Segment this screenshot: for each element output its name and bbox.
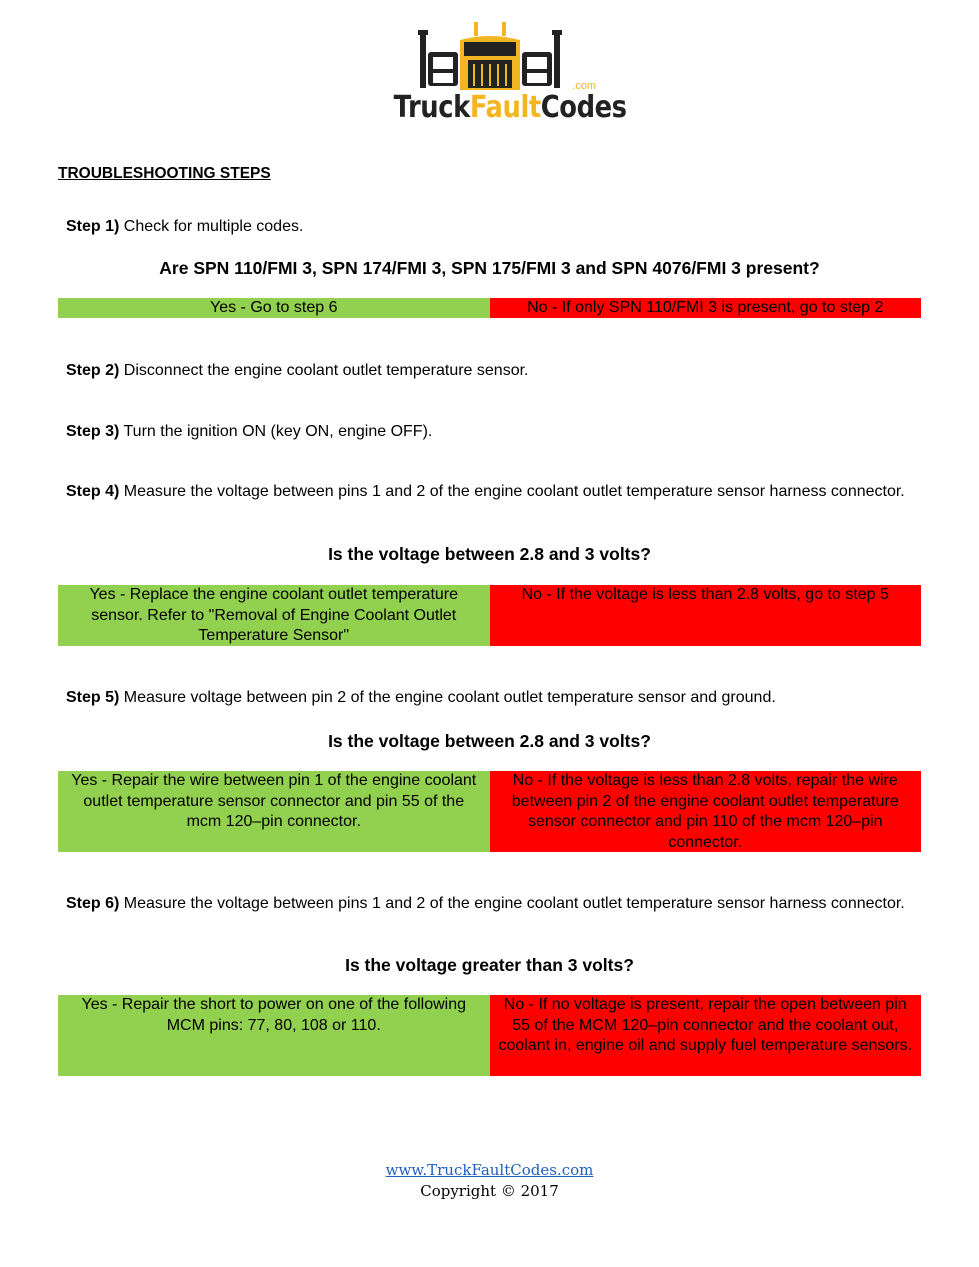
answer-yes-1: Yes - Go to step 6: [58, 298, 490, 318]
step-6: Step 6) Measure the voltage between pins 1 and 2 of the engine coolant outlet temperature sensor harness connector.: [66, 895, 905, 912]
step-1: Step 1) Check for multiple codes.: [66, 218, 304, 235]
answer-row-4: [58, 995, 921, 1076]
question-1: Are SPN 110/FMI 3, SPN 174/FMI 3, SPN 175/FMI 3 and SPN 4076/FMI 3 present?: [159, 258, 820, 278]
answer-yes-4: Yes - Repair the short to power on one of the following MCM pins: 77, 80, 108 or 110.: [58, 995, 490, 1076]
answer-no-2: No - If the voltage is less than 2.8 volts, go to step 5: [490, 585, 922, 646]
footer: [0, 1161, 979, 1179]
answer-no-4: No - If no voltage is present, repair the open between pin 55 of the MCM 120–pin connector and the coolant out, coolant in, engine oil and supply fuel temperature sensors.: [490, 995, 922, 1076]
question-3: Is the voltage between 2.8 and 3 volts?: [328, 731, 651, 751]
answer-yes-2: Yes - Replace the engine coolant outlet temperature sensor. Refer to "Removal of Engine Coolant Outlet Temperature Sensor": [58, 585, 490, 646]
answer-row-1: [58, 298, 921, 318]
logo: [378, 20, 627, 126]
logo-suffix: .com: [572, 80, 596, 92]
footer-link[interactable]: www.TruckFaultCodes.com: [385, 1161, 594, 1179]
answer-yes-3: Yes - Repair the wire between pin 1 of the engine coolant outlet temperature sensor connector and pin 55 of the mcm 120–pin connector.: [58, 771, 490, 852]
step-3: Step 3) Turn the ignition ON (key ON, engine OFF).: [66, 423, 433, 440]
answer-no-1: No - If only SPN 110/FMI 3 is present, go to step 2: [490, 298, 922, 318]
step-5: Step 5) Measure voltage between pin 2 of the engine coolant outlet temperature sensor and ground.: [66, 689, 776, 706]
step-4: Step 4) Measure the voltage between pins 1 and 2 of the engine coolant outlet temperature sensor harness connector.: [66, 483, 905, 500]
question-4: Is the voltage greater than 3 volts?: [345, 955, 634, 975]
answer-row-3: [58, 771, 921, 852]
section-heading: TROUBLESHOOTING STEPS: [58, 165, 271, 182]
footer-copyright: Copyright © 2017: [420, 1182, 559, 1200]
answer-row-2: [58, 585, 921, 646]
truck-icon: [378, 20, 602, 92]
answer-no-3: No - If the voltage is less than 2.8 volts, repair the wire between pin 2 of the engine coolant outlet temperature sensor connector and pin 110 of the mcm 120–pin connector.: [490, 771, 922, 852]
question-2: Is the voltage between 2.8 and 3 volts?: [328, 544, 651, 564]
step-2: Step 2) Disconnect the engine coolant outlet temperature sensor.: [66, 362, 529, 379]
logo-wordmark: TruckFaultCodes: [393, 90, 627, 125]
